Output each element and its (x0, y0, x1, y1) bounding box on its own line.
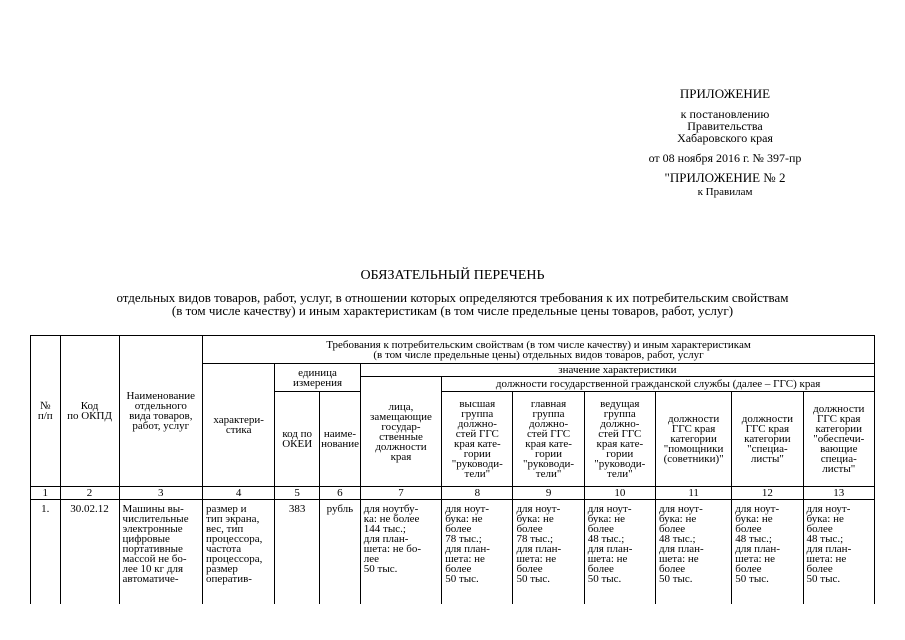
header-col11: должности ГГС края категории "помощники (советники)" (655, 392, 731, 487)
header-okpd: Код по ОКПД (60, 336, 119, 487)
column-number: 3 (119, 487, 202, 500)
column-number: 8 (442, 487, 513, 500)
column-number: 7 (360, 487, 441, 500)
header-num: № п/п (31, 336, 61, 487)
column-number: 1 (31, 487, 61, 500)
appendix-rules: к Правилам (697, 186, 753, 198)
column-number: 11 (655, 487, 731, 500)
column-number: 13 (803, 487, 874, 500)
row-col8: для ноут- бука: не более 78 тыс.; для план- шета: не более 50 тыс. (442, 500, 513, 605)
requirements-table (30, 335, 875, 604)
row-col7: для ноутбу- ка: не более 144 тыс.; для план- шета: не бо- лее 50 тыс. (360, 500, 441, 605)
appendix-date-line: от 08 ноября 2016 г. № 397-пр (648, 151, 802, 165)
appendix-2-title: "ПРИЛОЖЕНИЕ № 2 (664, 170, 786, 185)
row-okei: 383 (275, 500, 320, 605)
column-number: 6 (320, 487, 361, 500)
column-number: 5 (275, 487, 320, 500)
row-characteristic: размер и тип экрана, вес, тип процессора, частота процессора, размер оператив- (203, 500, 275, 605)
header-requirements: Требования к потребительским свойствам (в том числе качеству) и иным характеристикам (в том числе предельные цены) отдельных видов товаров, работ, услуг (203, 336, 875, 364)
document-heading: ОБЯЗАТЕЛЬНЫЙ ПЕРЕЧЕНЬ (360, 268, 545, 283)
column-number: 4 (203, 487, 275, 500)
header-col7: лица, замещающие государ- ственные должности края (360, 377, 441, 487)
row-col12: для ноут- бука: не более 48 тыс.; для план- шета: не более 50 тыс. (732, 500, 803, 605)
header-col12: должности ГГС края категории "специа- листы" (732, 392, 803, 487)
row-col11: для ноут- бука: не более 48 тыс.; для план- шета: не более 50 тыс. (655, 500, 731, 605)
header-characteristic: характери- стика (203, 364, 275, 487)
column-number: 10 (584, 487, 655, 500)
header-col8: высшая группа должно- стей ГГС края кате- гории "руководи- тели" (442, 392, 513, 487)
header-ggs: должности государственной гражданской службы (далее – ГГС) края (442, 377, 875, 392)
row-unit: рубль (320, 500, 361, 605)
row-num: 1. (31, 500, 61, 605)
appendix-block (600, 88, 850, 198)
column-number: 2 (60, 487, 119, 500)
column-number: 12 (732, 487, 803, 500)
appendix-line: Хабаровского края (677, 131, 773, 145)
row-col9: для ноут- бука: не более 78 тыс.; для план- шета: не более 50 тыс. (513, 500, 584, 605)
row-name: Машины вы- числительные электронные цифровые портативные массой не бо- лее 10 кг для автоматиче- (119, 500, 202, 605)
table-row (31, 500, 875, 605)
row-okpd: 30.02.12 (60, 500, 119, 605)
header-value: значение характеристики (360, 364, 874, 377)
header-unit: единица измерения (275, 364, 360, 392)
subtitle-line-1: отдельных видов товаров, работ, услуг, в отношении которых определяются требования к их потребительским свойствам (116, 290, 789, 305)
header-col13: должности ГГС края категории "обеспечи- вающие специа- листы" (803, 392, 874, 487)
row-col10: для ноут- бука: не более 48 тыс.; для план- шета: не более 50 тыс. (584, 500, 655, 605)
appendix-line: Правительства (687, 119, 763, 133)
header-unit-name: наиме- нование (320, 392, 361, 487)
column-number: 9 (513, 487, 584, 500)
appendix-title: ПРИЛОЖЕНИЕ (679, 86, 771, 101)
subtitle-line-2: (в том числе качеству) и иным характеристикам (в том числе предельные цены товаров, работ, услуг) (171, 303, 734, 318)
row-col13: для ноут- бука: не более 48 тыс.; для план- шета: не более 50 тыс. (803, 500, 874, 605)
document-subtitle (40, 291, 865, 317)
header-name: Наименование отдельного вида товаров, работ, услуг (119, 336, 202, 487)
header-okei: код по ОКЕИ (275, 392, 320, 487)
header-col9: главная группа должно- стей ГГС края кате- гории "руководи- тели" (513, 392, 584, 487)
appendix-line: к постановлению (680, 107, 770, 121)
header-col10: ведущая группа должно- стей ГГС края кате- гории "руководи- тели" (584, 392, 655, 487)
